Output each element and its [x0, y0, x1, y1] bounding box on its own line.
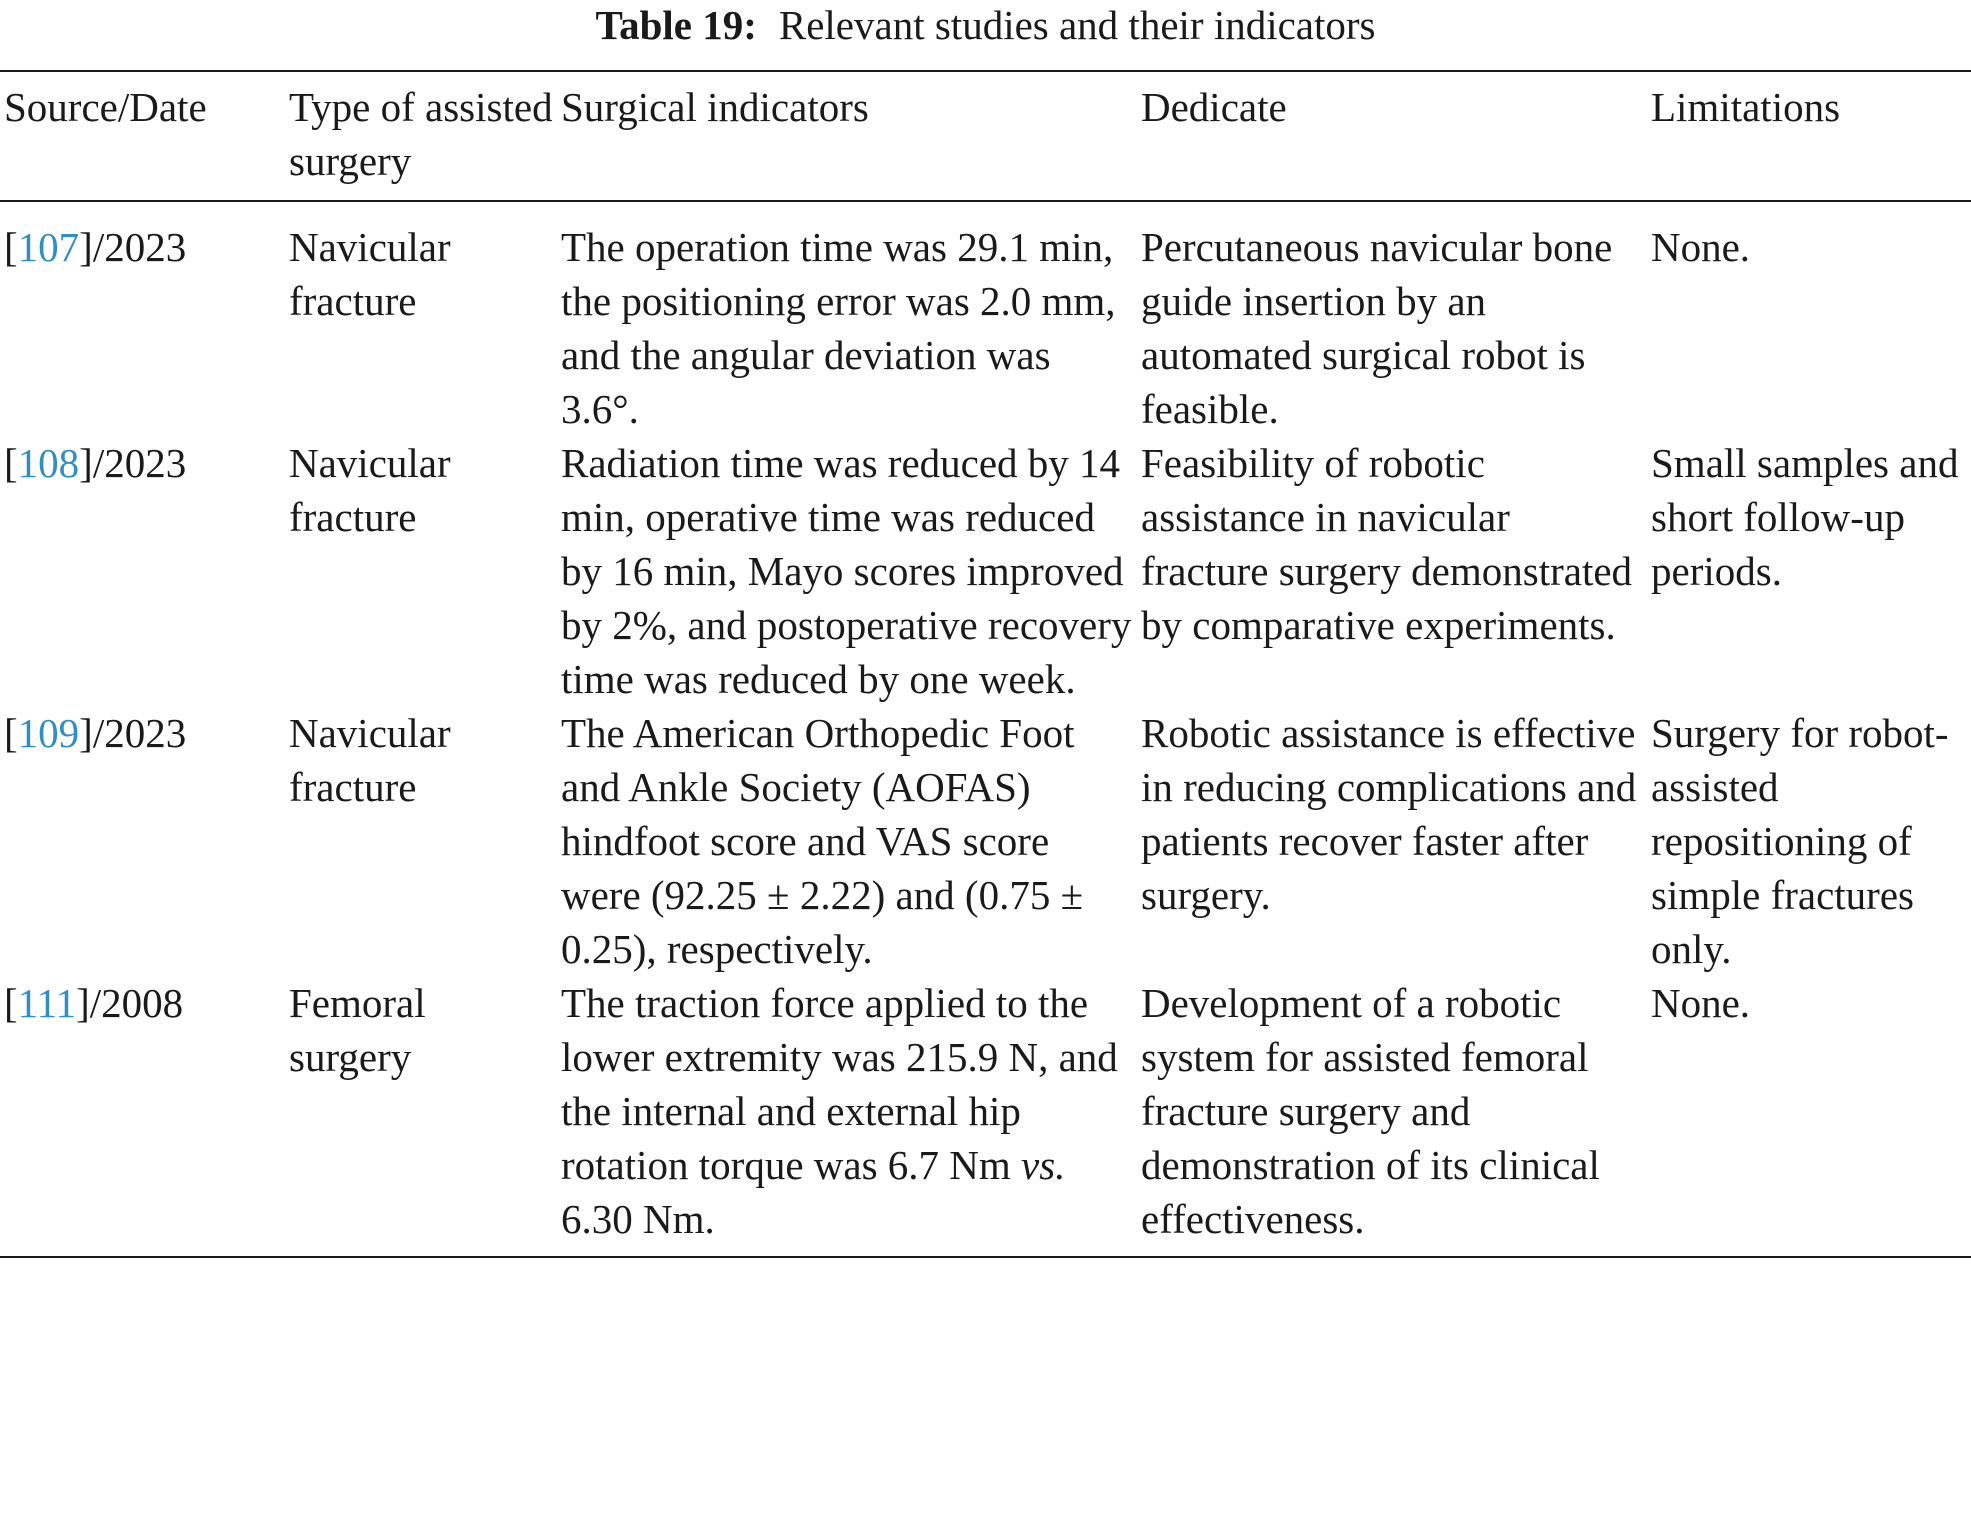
reference-link[interactable]: 109: [17, 710, 80, 756]
table-caption-label: Table 19:: [595, 2, 757, 48]
cell-source-date: [109]/2023: [4, 710, 187, 756]
cell-source-date: [108]/2023: [4, 440, 187, 486]
cell-indicators: The traction force applied to the lower extremity was 215.9 N, and the internal and external hip rotation torque was 6.7 Nm vs. 6.30 Nm.: [561, 980, 1118, 1242]
cell-type: Femoral surgery: [289, 980, 426, 1080]
header-limitations: Limitations: [1651, 84, 1841, 130]
cell-type: Navicular fracture: [289, 224, 451, 324]
table-row: [0, 436, 1971, 706]
header-dedicate: Dedicate: [1141, 84, 1287, 130]
cell-source-date: [111]/2008: [4, 980, 184, 1026]
cell-indicators: The operation time was 29.1 min, the positioning error was 2.0 mm, and the angular deviation was 3.6°.: [561, 224, 1116, 432]
cell-dedicate: Percutaneous navicular bone guide insertion by an automated surgical robot is feasible.: [1141, 224, 1613, 432]
reference-link[interactable]: 108: [17, 440, 80, 486]
reference-link[interactable]: 107: [17, 224, 80, 270]
cell-indicators: The American Orthopedic Foot and Ankle Society (AOFAS) hindfoot score and VAS score were (92.25 ± 2.22) and (0.75 ± 0.25), respectively.: [561, 710, 1084, 972]
cell-dedicate: Development of a robotic system for assisted femoral fracture surgery and demonstration of its clinical effectiveness.: [1141, 980, 1600, 1242]
table-row: [0, 976, 1971, 1257]
table-row: [0, 706, 1971, 976]
table-caption: [0, 0, 1971, 54]
reference-link[interactable]: 111: [17, 980, 77, 1026]
cell-type: Navicular fracture: [289, 440, 451, 540]
cell-type: Navicular fracture: [289, 710, 451, 810]
cell-limitations: Surgery for robot-assisted repositioning of simple fractures only.: [1651, 710, 1949, 972]
table-row: [0, 201, 1971, 436]
cell-dedicate: Feasibility of robotic assistance in navicular fracture surgery demonstrated by comparative experiments.: [1141, 440, 1633, 648]
header-source-date: Source/Date: [4, 84, 207, 130]
cell-limitations: None.: [1651, 224, 1751, 270]
cell-source-date: [107]/2023: [4, 224, 187, 270]
table-caption-text: Relevant studies and their indicators: [778, 2, 1376, 48]
cell-dedicate: Robotic assistance is effective in reducing complications and patients recover faster after surgery.: [1141, 710, 1637, 918]
table-header-row: [0, 71, 1971, 201]
cell-limitations: None.: [1651, 980, 1751, 1026]
header-type: Type of assisted surgery: [289, 84, 553, 184]
cell-limitations: Small samples and short follow-up periods.: [1651, 440, 1959, 594]
cell-indicators: Radiation time was reduced by 14 min, operative time was reduced by 16 min, Mayo scores improved by 2%, and postoperative recovery time was reduced by one week.: [561, 440, 1132, 702]
header-surgical-indicators: Surgical indicators: [561, 84, 869, 130]
studies-table: [0, 70, 1971, 1258]
